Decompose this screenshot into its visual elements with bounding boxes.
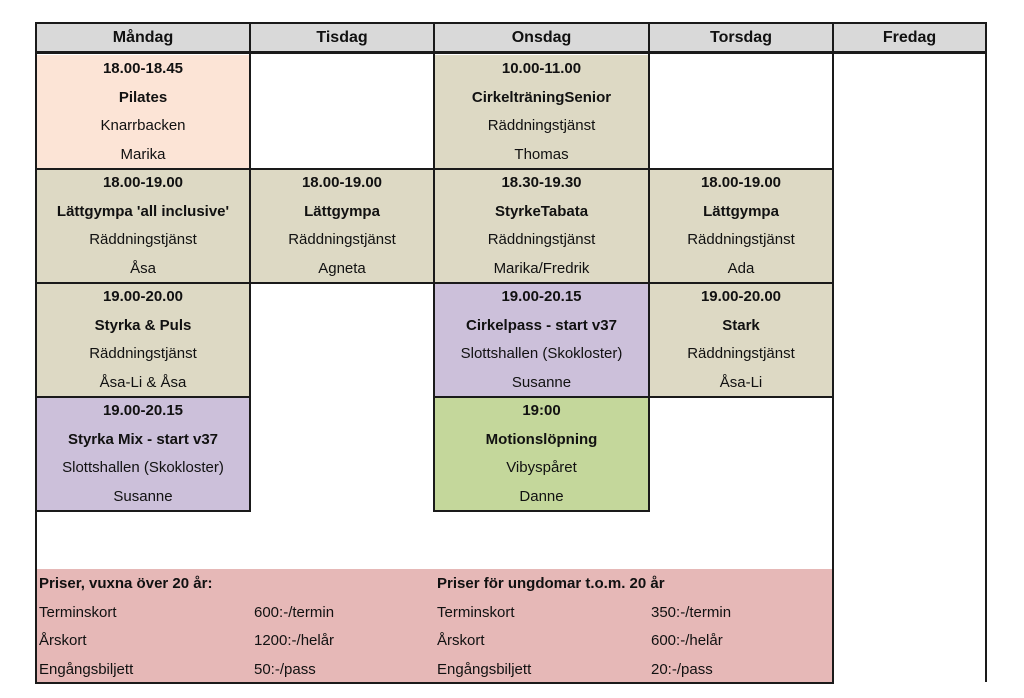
class-time: 19.00-20.15 bbox=[102, 402, 184, 419]
class-name: Styrka & Puls bbox=[94, 316, 192, 334]
border-line bbox=[35, 396, 250, 398]
class-name: Lättgympa 'all inclusive' bbox=[56, 202, 230, 220]
class-place: Räddningstjänst bbox=[687, 231, 795, 249]
class-cell-wednesday-motionslopning bbox=[434, 397, 649, 511]
class-leader: Agneta bbox=[318, 259, 366, 277]
youth-price-value: 600:-/helår bbox=[651, 632, 723, 649]
class-leader: Åsa-Li & Åsa bbox=[99, 373, 187, 391]
class-time: 18.00-19.00 bbox=[700, 174, 782, 191]
youth-price-label: Terminskort bbox=[437, 604, 515, 621]
class-time: 19:00 bbox=[522, 402, 561, 419]
class-cell-monday-styrka-puls bbox=[36, 283, 250, 397]
border-line bbox=[433, 22, 435, 54]
border-line bbox=[832, 22, 834, 684]
adult-price-value: 1200:-/helår bbox=[254, 632, 335, 649]
class-leader: Ada bbox=[727, 259, 755, 277]
class-place: Slottshallen (Skokloster) bbox=[460, 345, 623, 363]
border-line bbox=[648, 22, 650, 54]
class-place: Räddningstjänst bbox=[288, 231, 396, 249]
header-monday: Måndag bbox=[36, 23, 250, 52]
class-name: Lättgympa bbox=[304, 202, 380, 220]
adult-price-label: Årskort bbox=[39, 632, 87, 649]
class-leader: Susanne bbox=[113, 487, 173, 505]
class-leader: Åsa-Li bbox=[719, 373, 763, 391]
class-cell-thursday-lattgympa bbox=[649, 169, 833, 283]
border-line bbox=[35, 22, 37, 684]
class-name: StyrkeTabata bbox=[494, 202, 589, 220]
class-place: Knarrbacken bbox=[100, 117, 186, 135]
class-time: 10.00-11.00 bbox=[501, 60, 582, 77]
class-cell-wednesday-styrketabata bbox=[434, 169, 649, 283]
class-leader: Thomas bbox=[514, 145, 569, 163]
youth-prices-title: Priser för ungdomar t.o.m. 20 år bbox=[437, 575, 665, 592]
class-place: Vibyspåret bbox=[506, 459, 577, 477]
class-name: Styrka Mix - start v37 bbox=[67, 430, 219, 448]
border-line bbox=[985, 22, 987, 682]
class-name: CirkelträningSenior bbox=[471, 88, 612, 106]
border-line bbox=[35, 682, 834, 684]
class-leader: Susanne bbox=[511, 373, 572, 391]
class-cell-tuesday-lattgympa bbox=[250, 169, 434, 283]
border-line bbox=[35, 51, 987, 54]
class-time: 19.00-20.15 bbox=[501, 288, 582, 305]
class-leader: Marika bbox=[120, 145, 166, 163]
class-cell-monday-styrka-mix bbox=[36, 397, 250, 511]
youth-price-value: 20:-/pass bbox=[651, 661, 713, 678]
adult-price-value: 600:-/termin bbox=[254, 604, 335, 621]
class-time: 19.00-20.00 bbox=[102, 288, 184, 305]
class-place: Slottshallen (Skokloster) bbox=[62, 459, 224, 477]
adult-price-label: Engångsbiljett bbox=[39, 661, 134, 678]
border-line bbox=[35, 22, 987, 24]
border-line bbox=[35, 510, 251, 512]
youth-price-value: 350:-/termin bbox=[651, 604, 732, 621]
class-time: 18.00-18.45 bbox=[102, 60, 184, 77]
class-time: 18.00-19.00 bbox=[102, 174, 184, 191]
class-cell-wednesday-cirkeltraning bbox=[434, 55, 649, 169]
class-name: Pilates bbox=[118, 88, 168, 106]
adult-price-value: 50:-/pass bbox=[254, 661, 316, 678]
class-place: Räddningstjänst bbox=[687, 345, 795, 363]
border-line bbox=[35, 168, 834, 170]
class-cell-monday-pilates bbox=[36, 55, 250, 169]
class-name: Motionslöpning bbox=[485, 430, 598, 448]
class-time: 19.00-20.00 bbox=[700, 288, 782, 305]
header-tuesday: Tisdag bbox=[250, 23, 434, 52]
class-time: 18.00-19.00 bbox=[301, 174, 383, 191]
header-friday: Fredag bbox=[833, 23, 986, 52]
class-place: Räddningstjänst bbox=[487, 117, 596, 135]
header-wednesday: Onsdag bbox=[434, 23, 649, 52]
class-name: Lättgympa bbox=[703, 202, 779, 220]
class-cell-monday-lattgympa bbox=[36, 169, 250, 283]
class-time: 18.30-19.30 bbox=[501, 174, 582, 191]
adult-price-label: Terminskort bbox=[39, 604, 117, 621]
border-line bbox=[35, 282, 834, 284]
class-place: Räddningstjänst bbox=[89, 231, 197, 249]
class-name: Cirkelpass - start v37 bbox=[466, 316, 617, 334]
class-place: Räddningstjänst bbox=[487, 231, 596, 249]
class-name: Stark bbox=[722, 316, 760, 334]
class-leader: Åsa bbox=[130, 259, 156, 277]
class-cell-thursday-stark bbox=[649, 283, 833, 397]
youth-price-label: Engångsbiljett bbox=[437, 661, 532, 678]
youth-price-label: Årskort bbox=[437, 632, 485, 649]
border-line bbox=[433, 396, 834, 398]
class-place: Räddningstjänst bbox=[89, 345, 197, 363]
class-leader: Danne bbox=[519, 487, 564, 505]
border-line bbox=[249, 22, 251, 54]
adult-prices-title: Priser, vuxna över 20 år: bbox=[39, 575, 213, 592]
border-line bbox=[433, 510, 650, 512]
header-thursday: Torsdag bbox=[649, 23, 833, 52]
class-cell-wednesday-cirkelpass bbox=[434, 283, 649, 397]
class-leader: Marika/Fredrik bbox=[493, 259, 590, 277]
